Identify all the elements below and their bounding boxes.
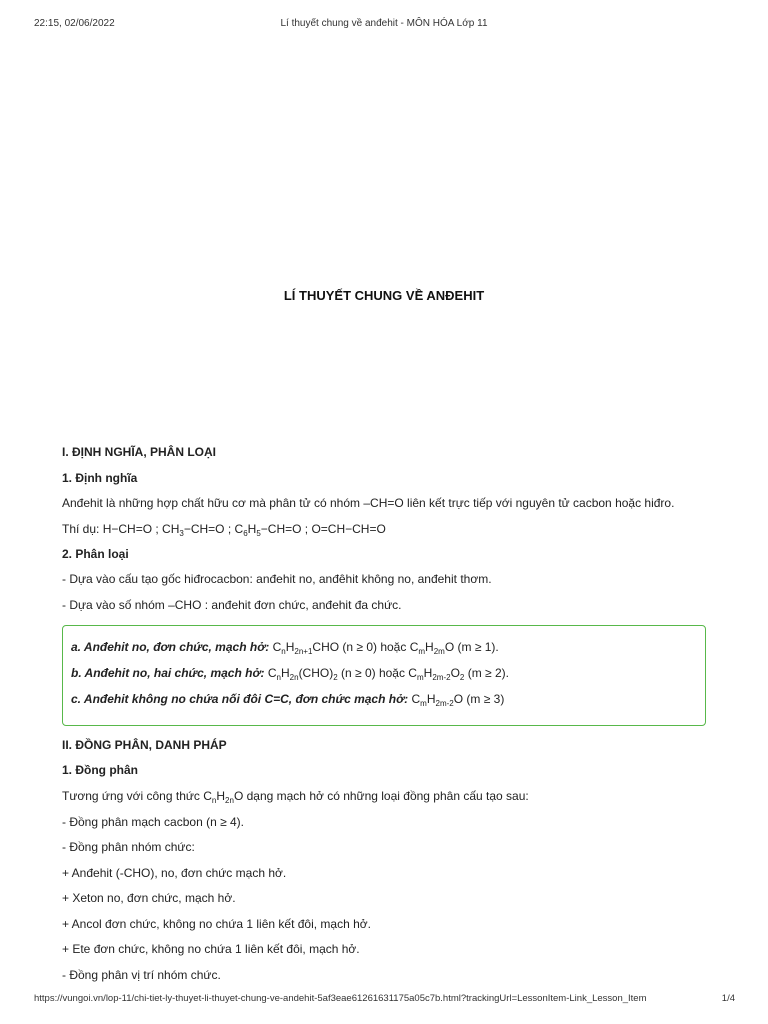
print-datetime: 22:15, 02/06/2022 [34,18,115,29]
formula-line-a: a. Anđehit no, đơn chức, mạch hở: $C_nH_{2n+1}CHO$ (n ≥ 0) hoặc $C_mH_{2m}O$ (m ≥ 1). [71,640,499,656]
isomer-item: + Ete đơn chức, không no chứa 1 liên kết đôi, mạch hở. [62,942,360,956]
footer-page-number: 1/4 [721,993,735,1004]
formula-line-c: c. Anđehit không no chứa nối đôi C=C, đơn chức mạch hở: $C_mH_{2m-2}O$ (m ≥ 3) [71,692,505,708]
formula-box [62,625,706,726]
subheading-definition: 1. Định nghĩa [62,471,138,485]
print-footer [0,993,768,1007]
isomer-item: - Đồng phân vị trí nhóm chức. [62,968,221,982]
document-title: LÍ THUYẾT CHUNG VỀ ANĐEHIT [283,288,485,303]
formula-line-b: b. Anđehit no, hai chức, mạch hở: $C_nH_{2n}(CHO)_2$ (n ≥ 0) hoặc $C_mH_{2m-2}O_2$ (m ≥ 2). [71,666,509,682]
example-line: Thí dụ: H−CH=O ; $CH_3-CH=O$ ; $C_6H_5-CH=O$ ; O=CH−CH=O [62,522,386,538]
isomer-item: + Xeton no, đơn chức, mạch hở. [62,891,236,905]
definition-text: Anđehit là những hợp chất hữu cơ mà phân tử có nhóm –CH=O liên kết trực tiếp với nguyên tử cacbon hoặc hiđro. [62,496,675,510]
isomer-item: + Ancol đơn chức, không no chứa 1 liên kết đôi, mạch hở. [62,917,371,931]
section-heading-isomers: II. ĐỒNG PHÂN, DANH PHÁP [62,738,227,752]
section-heading-definition: I. ĐỊNH NGHĨA, PHÂN LOẠI [62,445,217,459]
classification-item: - Dựa vào số nhóm –CHO : anđehit đơn chức, anđehit đa chức. [62,598,402,612]
classification-item: - Dựa vào cấu tạo gốc hiđrocacbon: anđehit no, anđêhit không no, anđehit thơm. [62,572,492,586]
footer-url: https://vungoi.vn/lop-11/chi-tiet-ly-thuyet-li-thuyet-chung-ve-andehit-5af3eae61261631175a05c7b.html?trackingUrl=LessonItem-Link_Lesson_Item [34,993,647,1004]
isomer-item: - Đồng phân mạch cacbon (n ≥ 4). [62,815,245,829]
print-header [0,18,768,32]
isomer-item: + Anđehit (-CHO), no, đơn chức mạch hở. [62,866,287,880]
subheading-classification: 2. Phân loại [62,547,129,561]
subheading-isomers: 1. Đồng phân [62,763,138,777]
isomer-item: - Đồng phân nhóm chức: [62,840,195,854]
isomer-intro: Tương ứng với công thức $C_nH_{2n}O$ dạng mạch hở có những loại đồng phân cấu tạo sau: [62,789,529,805]
print-page-title: Lí thuyết chung về anđehit - MÔN HÓA Lớp 11 [280,18,488,29]
